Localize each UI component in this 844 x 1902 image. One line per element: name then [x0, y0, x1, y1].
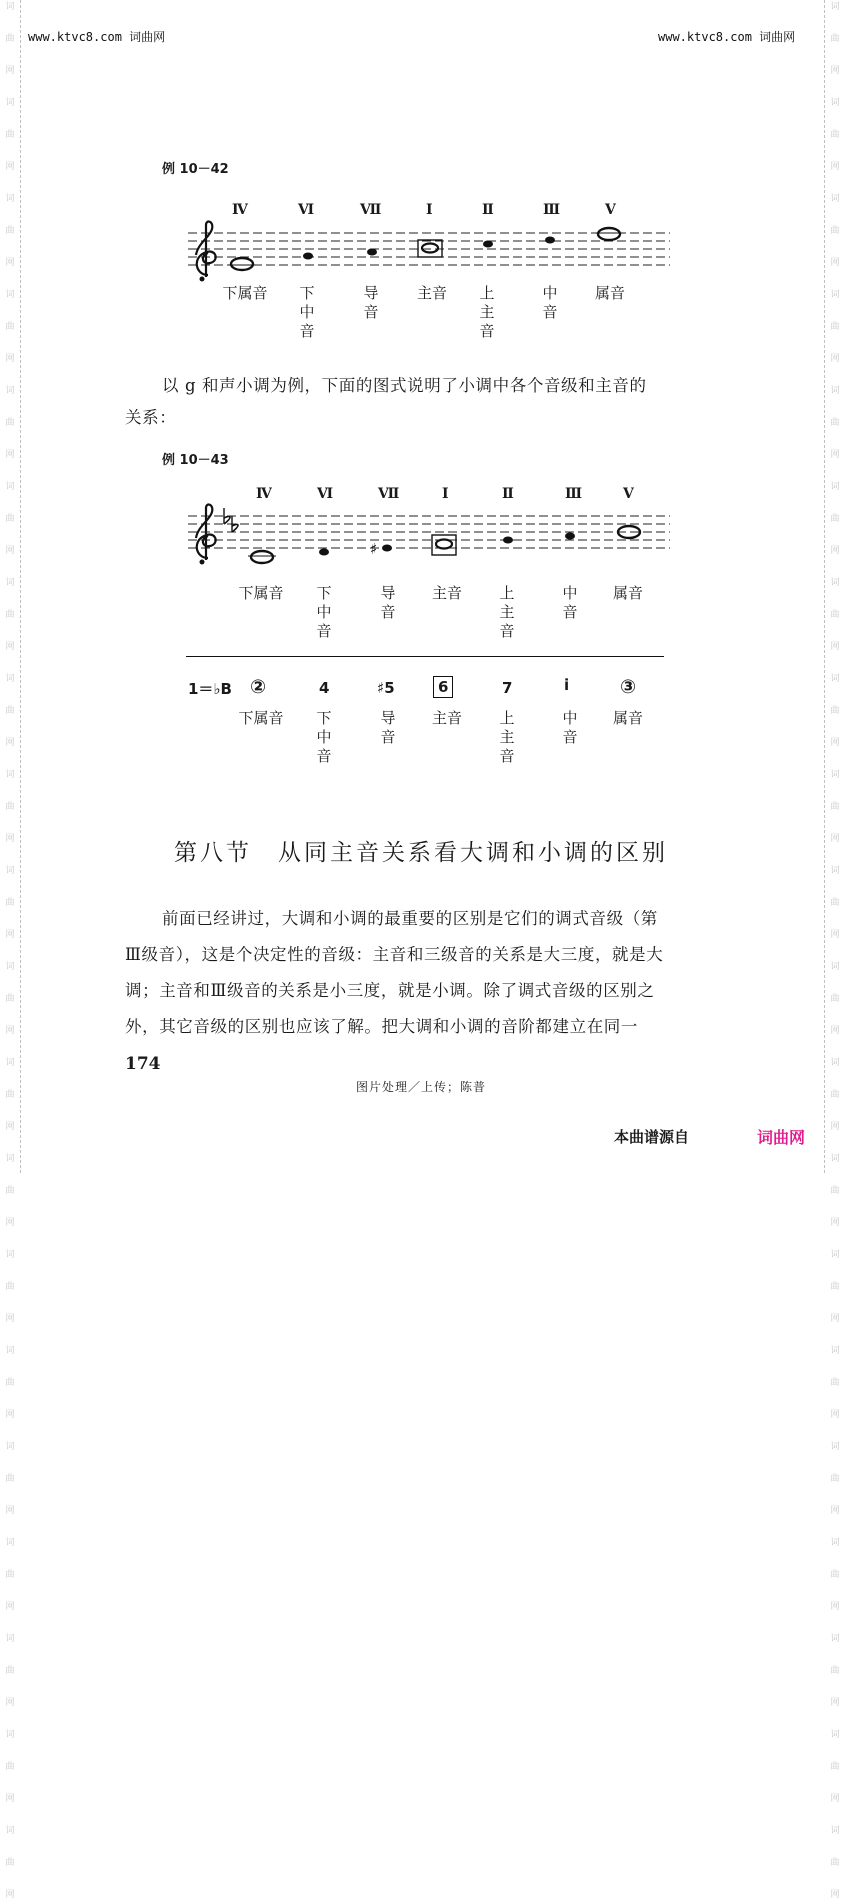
watermark-char: 网	[5, 1122, 15, 1132]
watermark-char: 词	[5, 482, 15, 492]
jianpu-name: 属音	[612, 709, 643, 727]
watermark-char: 网	[5, 1314, 15, 1324]
example1-name: 主音	[416, 284, 447, 302]
watermark-char: 词	[5, 2, 15, 12]
watermark-char: 网	[830, 1314, 840, 1324]
watermark-char: 曲	[830, 1858, 840, 1868]
jianpu-name: 下 中 音	[316, 709, 332, 765]
watermark-char: 词	[5, 1250, 15, 1260]
example1-label: 例 10－42	[162, 162, 229, 177]
body-line: 前面已经讲过，大调和小调的最重要的区别是它们的调式音级（第	[162, 909, 658, 928]
watermark-char: 网	[830, 450, 840, 460]
example1-name: 导 音	[363, 284, 379, 321]
watermark-char: 曲	[830, 1186, 840, 1196]
watermark-char: 词	[5, 578, 15, 588]
example2-name: 主音	[431, 584, 462, 602]
watermark-char: 曲	[830, 802, 840, 812]
watermark-char: 网	[830, 1698, 840, 1708]
example1-degree: Ⅵ	[298, 202, 315, 218]
watermark-char: 词	[5, 1538, 15, 1548]
watermark-char: 词	[830, 1634, 840, 1644]
watermark-char: 网	[5, 834, 15, 844]
watermark-char: 词	[5, 866, 15, 876]
watermark-char: 词	[830, 578, 840, 588]
watermark-char: 曲	[5, 130, 15, 140]
watermark-char: 网	[5, 930, 15, 940]
watermark-char: 网	[830, 162, 840, 172]
watermark-char: 曲	[5, 706, 15, 716]
watermark-char: 曲	[830, 514, 840, 524]
watermark-char: 词	[830, 290, 840, 300]
example1-degree: Ⅴ	[605, 202, 616, 218]
header-url-right[interactable]: www.ktvc8.com 词曲网	[658, 30, 796, 44]
watermark-char: 网	[830, 1890, 840, 1900]
example2-degree: Ⅰ	[442, 486, 449, 502]
watermark-char: 词	[5, 386, 15, 396]
watermark-char: 词	[5, 290, 15, 300]
source-label: 本曲谱源自	[614, 1128, 690, 1146]
staff-example2	[180, 500, 680, 572]
flat-sign-icon	[224, 508, 238, 532]
watermark-char: 网	[830, 1602, 840, 1612]
jianpu-name: 上 主 音	[499, 709, 515, 765]
header-url-left[interactable]: www.ktvc8.com 词曲网	[28, 30, 166, 44]
watermark-char: 曲	[5, 1858, 15, 1868]
watermark-char: 曲	[830, 1282, 840, 1292]
jianpu-key: 1＝♭B	[188, 680, 232, 698]
watermark-char: 词	[830, 1730, 840, 1740]
jianpu-note: i̇	[564, 676, 570, 694]
watermark-char: 词	[5, 1634, 15, 1644]
watermark-char: 曲	[830, 994, 840, 1004]
watermark-char: 网	[5, 1794, 15, 1804]
watermark-char: 曲	[5, 34, 15, 44]
divider-rule	[186, 656, 664, 657]
watermark-char: 网	[5, 642, 15, 652]
left-watermark	[1, 0, 19, 1900]
watermark-char: 网	[830, 1026, 840, 1036]
staff-example1	[180, 215, 680, 285]
example2-label: 例 10－43	[162, 453, 229, 468]
watermark-char: 词	[5, 1730, 15, 1740]
watermark-char: 词	[830, 1058, 840, 1068]
watermark-char: 曲	[5, 1762, 15, 1772]
right-border	[824, 0, 825, 1173]
example1-name: 下属音	[222, 284, 268, 302]
watermark-char: 曲	[5, 898, 15, 908]
watermark-char: 网	[830, 1794, 840, 1804]
example1-name: 上 主 音	[479, 284, 495, 340]
treble-clef-icon	[196, 505, 216, 565]
watermark-char: 网	[5, 354, 15, 364]
watermark-char: 曲	[5, 322, 15, 332]
watermark-char: 曲	[830, 322, 840, 332]
watermark-char: 词	[830, 1442, 840, 1452]
example1-degree: Ⅱ	[482, 202, 494, 218]
watermark-char: 词	[5, 1154, 15, 1164]
watermark-char: 词	[5, 1058, 15, 1068]
watermark-char: 词	[5, 98, 15, 108]
watermark-char: 曲	[5, 1474, 15, 1484]
watermark-char: 曲	[5, 418, 15, 428]
watermark-char: 词	[830, 1538, 840, 1548]
jianpu-note: 4	[319, 679, 330, 697]
example2-name: 导 音	[380, 584, 396, 621]
watermark-char: 网	[830, 738, 840, 748]
example2-name: 中 音	[562, 584, 578, 621]
watermark-char: 词	[830, 1346, 840, 1356]
jianpu-name: 下属音	[238, 709, 284, 727]
watermark-char: 网	[5, 738, 15, 748]
jianpu-note: 7	[502, 679, 513, 697]
watermark-char: 曲	[830, 34, 840, 44]
example2-degree: Ⅴ	[623, 486, 634, 502]
watermark-char: 曲	[830, 1570, 840, 1580]
watermark-char: 网	[5, 450, 15, 460]
watermark-char: 词	[830, 98, 840, 108]
note-iii	[565, 533, 575, 540]
jianpu-name: 主音	[431, 709, 462, 727]
footer-credit: 图片处理／上传；陈普	[356, 1080, 487, 1094]
watermark-char: 曲	[830, 130, 840, 140]
watermark-char: 网	[5, 1410, 15, 1420]
watermark-char: 曲	[5, 226, 15, 236]
watermark-char: 网	[830, 354, 840, 364]
jianpu-note-tonic: 6	[433, 676, 453, 698]
watermark-char: 曲	[830, 1666, 840, 1676]
watermark-char: 词	[5, 1442, 15, 1452]
example2-name: 上 主 音	[499, 584, 515, 640]
example1-degree: Ⅲ	[543, 202, 561, 218]
note-iv	[228, 258, 256, 270]
note-v	[595, 228, 623, 240]
watermark-char: 词	[830, 1250, 840, 1260]
watermark-char: 词	[830, 2, 840, 12]
watermark-char: 词	[5, 194, 15, 204]
example1-degree: Ⅶ	[360, 202, 382, 218]
watermark-char: 网	[5, 258, 15, 268]
watermark-char: 网	[5, 1698, 15, 1708]
watermark-char: 词	[5, 674, 15, 684]
example1-name: 中 音	[542, 284, 558, 321]
section-title: 第八节 从同主音关系看大调和小调的区别	[174, 840, 668, 866]
example2-degree: Ⅲ	[565, 486, 583, 502]
watermark-char: 网	[830, 546, 840, 556]
watermark-char: 曲	[830, 1378, 840, 1388]
example2-name: 属音	[612, 584, 643, 602]
example2-degree: Ⅱ	[502, 486, 514, 502]
watermark-char: 网	[830, 930, 840, 940]
watermark-char: 曲	[830, 226, 840, 236]
watermark-char: 词	[830, 1154, 840, 1164]
watermark-char: 曲	[5, 1186, 15, 1196]
example2-degree: Ⅶ	[378, 486, 400, 502]
body-line: 调；主音和Ⅲ级音的关系是小三度，就是小调。除了调式音级的区别之	[125, 981, 655, 1000]
jianpu-name: 中 音	[562, 709, 578, 746]
watermark-char: 网	[830, 1122, 840, 1132]
watermark-char: 曲	[830, 1090, 840, 1100]
jianpu-name: 导 音	[380, 709, 396, 746]
note-iii	[545, 237, 555, 244]
watermark-char: 网	[5, 1218, 15, 1228]
watermark-char: 曲	[5, 1090, 15, 1100]
watermark-char: 词	[830, 674, 840, 684]
watermark-char: 网	[830, 1506, 840, 1516]
watermark-char: 网	[5, 1506, 15, 1516]
watermark-char: 曲	[5, 802, 15, 812]
page-number: 174	[125, 1054, 161, 1074]
example2-name: 下 中 音	[316, 584, 332, 640]
watermark-char: 网	[5, 66, 15, 76]
note-vi	[319, 549, 329, 556]
watermark-char: 词	[830, 866, 840, 876]
body-line: 外，其它音级的区别也应该了解。把大调和小调的音阶都建立在同一	[125, 1017, 638, 1036]
watermark-char: 网	[830, 834, 840, 844]
example1-degree: Ⅳ	[232, 202, 248, 218]
watermark-char: 曲	[830, 1762, 840, 1772]
watermark-char: 网	[830, 1218, 840, 1228]
note-vi	[303, 253, 313, 260]
example1-name: 下 中 音	[299, 284, 315, 340]
watermark-char: 曲	[5, 1666, 15, 1676]
example2-name: 下属音	[238, 584, 284, 602]
jianpu-note: ③	[620, 676, 637, 698]
watermark-char: 网	[5, 546, 15, 556]
watermark-char: 词	[830, 1826, 840, 1836]
watermark-char: 词	[830, 770, 840, 780]
watermark-char: 网	[830, 258, 840, 268]
watermark-char: 网	[830, 642, 840, 652]
treble-clef-icon	[196, 222, 216, 282]
right-watermark	[826, 0, 844, 1900]
watermark-char: 曲	[5, 994, 15, 1004]
example2-degree: Ⅳ	[256, 486, 272, 502]
watermark-char: 曲	[830, 610, 840, 620]
watermark-char: 曲	[830, 1474, 840, 1484]
brand-logo[interactable]: 词曲网	[757, 1128, 806, 1147]
watermark-char: 曲	[5, 1378, 15, 1388]
example1-degree: Ⅰ	[426, 202, 433, 218]
watermark-char: 曲	[5, 514, 15, 524]
body-line: Ⅲ级音），这是个决定性的音级：主音和三级音的关系是大三度，就是大	[125, 945, 664, 964]
watermark-char: 曲	[830, 418, 840, 428]
watermark-char: 词	[830, 194, 840, 204]
jianpu-note: ♯5	[377, 679, 395, 697]
note-vii	[367, 249, 377, 256]
jianpu-note: ②	[250, 676, 267, 698]
watermark-char: 词	[830, 386, 840, 396]
watermark-char: 词	[5, 1346, 15, 1356]
note-i	[432, 535, 456, 555]
watermark-char: 曲	[830, 898, 840, 908]
intro-line: 关系：	[125, 408, 177, 427]
intro-line: 以 g 和声小调为例，下面的图式说明了小调中各个音级和主音的	[162, 376, 647, 395]
example2-degree: Ⅵ	[317, 486, 334, 502]
watermark-char: 词	[830, 482, 840, 492]
note-vii	[370, 540, 392, 558]
watermark-char: 词	[5, 1826, 15, 1836]
watermark-char: 网	[5, 1602, 15, 1612]
note-ii	[503, 537, 513, 544]
note-ii	[483, 241, 493, 248]
watermark-char: 网	[5, 1890, 15, 1900]
watermark-char: 网	[830, 66, 840, 76]
note-iv	[248, 551, 276, 563]
watermark-char: 网	[5, 1026, 15, 1036]
watermark-char: 词	[5, 962, 15, 972]
watermark-char: 曲	[5, 1282, 15, 1292]
watermark-char: 网	[830, 1410, 840, 1420]
watermark-char: 词	[830, 962, 840, 972]
watermark-char: 网	[5, 162, 15, 172]
watermark-char: 曲	[5, 1570, 15, 1580]
watermark-char: 词	[5, 770, 15, 780]
left-border	[20, 0, 21, 1173]
example1-name: 属音	[594, 284, 625, 302]
svg-text:♯: ♯	[370, 540, 378, 558]
watermark-char: 曲	[5, 610, 15, 620]
watermark-char: 曲	[830, 706, 840, 716]
